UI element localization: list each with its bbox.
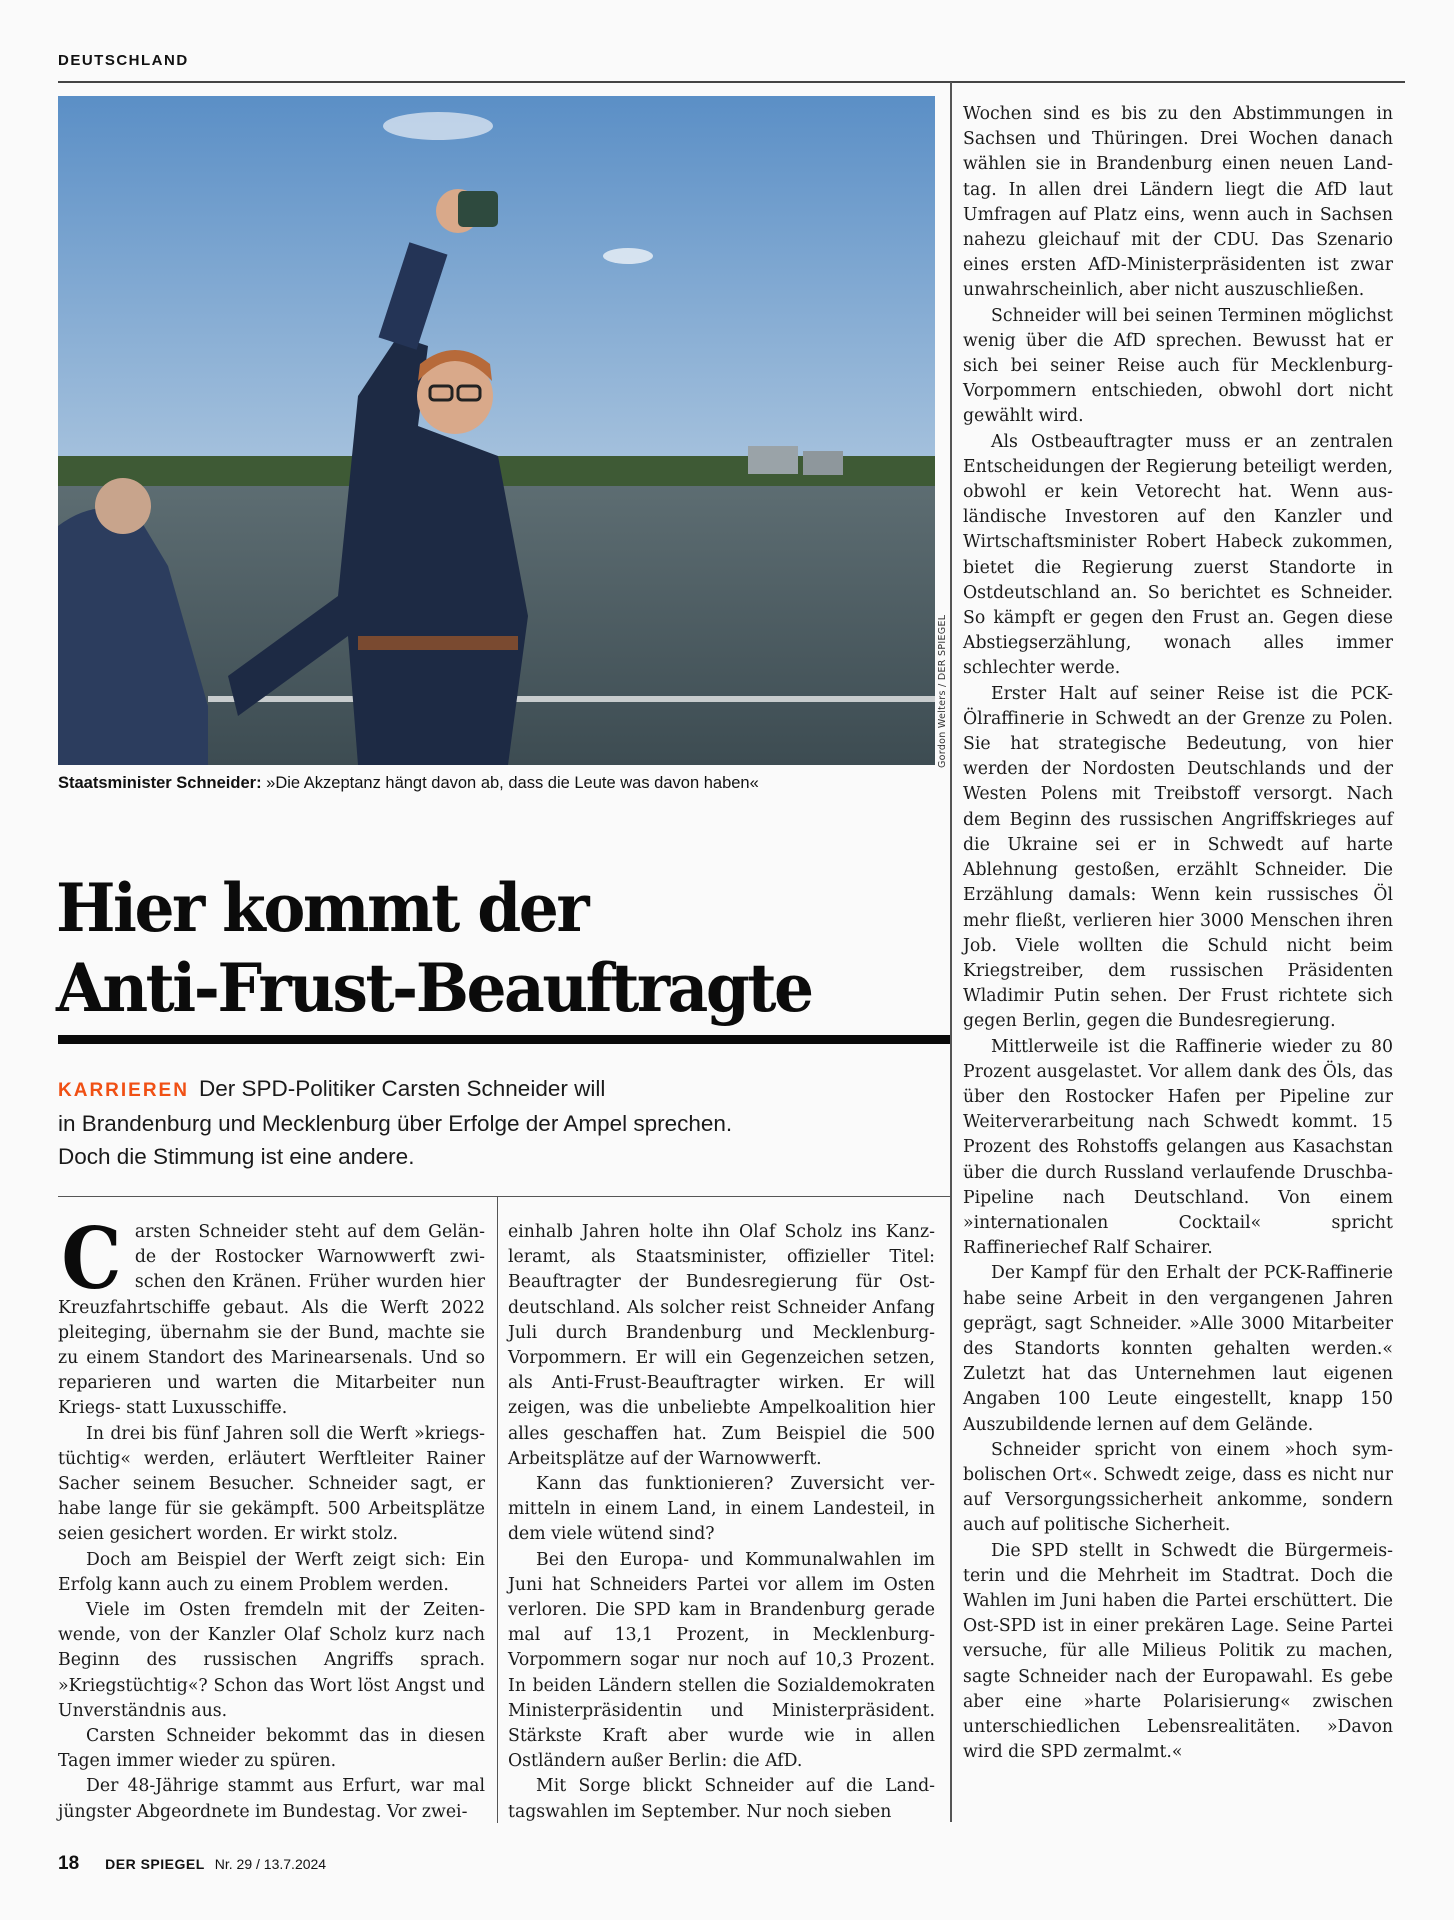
paragraph: Carsten Schneider steht auf dem Gelände der Rostocker Warnowwerft zwischen den Kränen. Früher wurden hier Kreuzfahrtschiffe gebaut. Als die Werft 2022 pleiteging, übernahm sie der Bund, machte sie zu einem Standort des Marinearsenals. Und so reparieren und warten die Mitarbeiter nun Kriegs- statt Luxusschiffe. (58, 1209, 485, 1419)
section-label: DEUTSCHLAND (58, 52, 189, 69)
caption-speaker: Staatsminister Schneider: (58, 774, 262, 792)
paragraph: Schneider will bei seinen Terminen möglichst wenig über die AfD sprechen. Bewusst hat er sich bei seiner Reise auch für Mecklenburg-Vorpommern entschieden, obwohl dort nicht gewählt wird. (963, 305, 1393, 427)
top-rule (58, 81, 1405, 83)
paragraph: einhalb Jahren holte ihn Olaf Scholz ins Kanzleramt, als Staatsminister, offizieller Titel: Beauftragter der Bundesregierung für Ostdeutschland. Als solcher reist Schneider Anfang Juli durch Brandenburg und Mecklenburg-Vorpommern. Er will ein Gegenzeichen setzen, als Anti-Frust-Beauftragter wirken. Er will zeigen, was die unbeliebte Ampelkoalition hier alles geschaffen hat. Zum Beispiel die 500 Arbeitsplätze auf der Warnowwerft. (508, 1222, 935, 1469)
body-column-1 (58, 1209, 485, 1825)
paragraph: Bei den Europa- und Kommunalwahlen im Juni hat Schneiders Partei vor allem im Osten verloren. Die SPD kam in Brandenburg gerade mal auf 13,1 Prozent, in Mecklenburg-Vorpommern sogar nur noch auf 10,3 Prozent. In beiden Ländern stellen die Sozialdemokraten Ministerpräsidentin und Ministerpräsident. Stärkste Kraft aber wurde wie in allen Ostländern außer Berlin: die AfD. (508, 1549, 935, 1772)
caption-quote: »Die Akzeptanz hängt davon ab, dass die Leute was davon haben« (261, 774, 759, 792)
man-head (95, 478, 151, 534)
photo-credit-text: Gordon Welters / DER SPIEGEL (937, 614, 948, 768)
paragraph: Viele im Osten fremdeln mit der Zeitenwende, von der Kanzler Olaf Scholz kurz nach Beginn des russischen Angriffs sprach. »Kriegstüchtig«? Schon das Wort löst Angst und Unverständnis aus. (58, 1600, 485, 1721)
headline (56, 868, 812, 1028)
paragraph: Der 48-Jährige stammt aus Erfurt, war mal jüngster Abgeordnete im Bundestag. Vor zwei- (58, 1776, 485, 1822)
headline-line-1: Hier kommt der (56, 869, 588, 947)
paragraph: Carsten Schneider bekommt das in diesen Tagen immer wieder zu spüren. (58, 1726, 485, 1772)
page-footer (58, 1853, 326, 1875)
paragraph: Schneider spricht von einem »hoch symbolischen Ort«. Schwedt zeige, dass es nicht nur auf Versorgungssicherheit ankomme, sondern auch auf politische Sicherheit. (963, 1439, 1393, 1536)
article-photo (58, 96, 935, 765)
headline-rule (58, 1035, 950, 1044)
paragraph: Mittlerweile ist die Raffinerie wieder zu 80 Prozent ausgelastet. Vor allem dank des Öls, das über den Rostocker Hafen per Pipeline zur Weiterverarbeitung nach Schwedt kommt. 15 Prozent des Rohstoffs gelangen aus Kasachstan über die durch Russland verlaufende Druschba-Pipeline nach Deutschland. Von einem »internationalen Cocktail« spricht Raffineriechef Ralf Schairer. (963, 1036, 1393, 1259)
paragraph: Als Ostbeauftragter muss er an zentralen Entscheidungen der Regierung beteiligt werden, obwohl er kein Vetorecht hat. Wenn ausländische Investoren auf den Kanzler und Wirtschaftsminister Robert Habeck zukommen, bietet die Regierung zuerst Standorte in Ostdeutschland an. So berichtet es Schneider. So kämpft er gegen den Frust an. Gegen diese Abstiegserzählung, wonach alles immer schlechter werde. (963, 431, 1393, 679)
sky (58, 96, 935, 486)
headline-line-2: Anti-Frust-Beauftragte (56, 948, 812, 1027)
intro-teaser (58, 1072, 938, 1173)
cloud (603, 248, 653, 264)
intro-line-1: Der SPD-Politiker Carsten Schneider will (198, 1076, 606, 1101)
belt (358, 636, 518, 650)
selfie-photo-illustration (58, 96, 935, 765)
paragraph: Erster Halt auf seiner Reise ist die PCK-Ölraffinerie in Schwedt an der Grenze zu Polen. Sie hat strategische Bedeutung, von hier werden der Nordosten Deutschlands und der Westen Polens mit Treibstoff versorgt. Nach dem Beginn des russischen Angriffskrieges auf die Ukraine sei er in Schwedt auf harte Ablehnung gestoßen, erzählt Schneider. Die Erzählung damals: Wenn kein russisches Öl mehr fließt, verlieren hier 3000 Menschen ihren Job. Viele wollten die Schuld nicht beim Kriegstreiber, dem russischen Präsidenten Wladimir Putin sehen. Der Frust richtete sich gegen Berlin, gegen die Bundesregierung. (963, 683, 1393, 1032)
column-divider (950, 82, 952, 1822)
body-column-2 (508, 1220, 935, 1825)
paragraph: Doch am Beispiel der Werft zeigt sich: Ein Erfolg kann auch zu einem Problem werden. (58, 1549, 485, 1595)
kicker: KARRIEREN (58, 1080, 189, 1101)
paragraph: Die SPD stellt in Schwedt die Bürgermeisterin und die Mehrheit im Stadtrat. Doch die Wahlen im Juni haben die Partei erschüttert. Die Ost-SPD ist in einer prekären Lage. Seine Partei versuche, für alle Milieus Politik zu machen, sagte Schneider nach der Europawahl. Es gebe aber eine »harte Polarisierung« zwischen unterschiedlichen Lebensrealitäten. »Davon wird die SPD zermalmt.« (963, 1540, 1393, 1763)
drop-cap: C (61, 1209, 122, 1308)
paragraph: Wochen sind es bis zu den Abstimmungen in Sachsen und Thüringen. Drei Wochen danach wählen sie in Brandenburg einen neuen Landtag. In allen drei Ländern liegt die AfD laut Umfragen auf Platz eins, wenn auch in Sachsen nahezu gleichauf mit der CDU. Das Szenario eines ersten AfD-Ministerpräsidenten ist zwar unwahrscheinlich, aber nicht auszuschließen. (963, 104, 1393, 301)
body-column-3 (963, 102, 1393, 1765)
intro-line-3: Doch die Stimmung ist eine andere. (58, 1144, 415, 1169)
photo-caption (58, 774, 938, 793)
issue-info: Nr. 29 / 13.7.2024 (214, 1856, 327, 1872)
body-rule (58, 1196, 950, 1197)
page-number: 18 (58, 1853, 80, 1874)
warship (803, 451, 843, 475)
cloud (383, 112, 493, 140)
paragraph: Kann das funktionieren? Zuversicht vermitteln in einem Land, in einem Landesteil, in dem viele wütend sind? (508, 1474, 935, 1545)
smartphone (458, 191, 498, 227)
body-column-divider (497, 1197, 498, 1823)
paragraph: Mit Sorge blickt Schneider auf die Landtagswahlen im September. Nur noch sieben (508, 1776, 935, 1822)
paragraph: Der Kampf für den Erhalt der PCK-Raffinerie habe seine Arbeit in den vergangenen Jahren geprägt, sagt Schneider. »Alle 3000 Mitarbeiter des Standorts konnten gehalten werden.« Zuletzt hat das Unternehmen laut eigenen Angaben 100 Leute eingestellt, knapp 150 Auszubildende lernen auf dem Gelände. (963, 1263, 1393, 1435)
paragraph: In drei bis fünf Jahren soll die Werft »kriegstüchtig« werden, erläutert Werftleiter Rainer Sacher seinem Besucher. Schneider sagt, er habe lange für sie gekämpft. 500 Arbeitsplätze seien gesichert worden. Er wirkt stolz. (58, 1423, 485, 1545)
warship (748, 446, 798, 474)
intro-line-2: in Brandenburg und Mecklenburg über Erfolge der Ampel sprechen. (58, 1111, 733, 1136)
photo-credit (936, 600, 950, 768)
magazine-name: DER SPIEGEL (105, 1856, 205, 1872)
railing (208, 696, 935, 702)
